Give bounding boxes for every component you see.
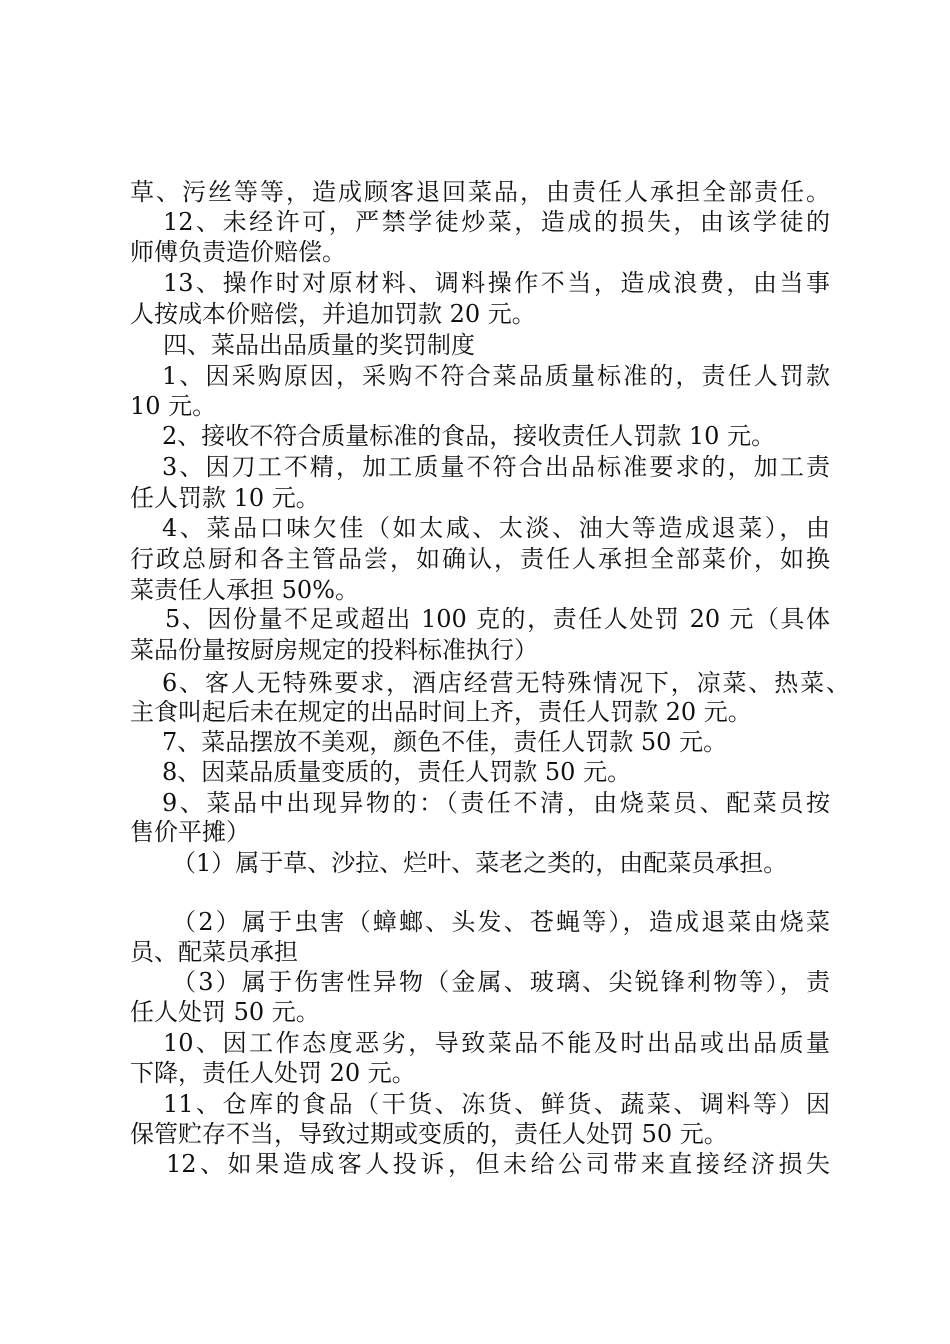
paragraph-line: 9、菜品中出现异物的：（责任不清，由烧菜员、配菜员按 <box>162 789 830 817</box>
paragraph-line: 保管贮存不当，导致过期或变质的，责任人处罚 50 元。 <box>130 1120 728 1148</box>
paragraph-line: （1）属于草、沙拉、烂叶、菜老之类的，由配菜员承担。 <box>172 849 788 877</box>
paragraph-line: 8、因菜品质量变质的，责任人罚款 50 元。 <box>162 758 632 786</box>
paragraph-line: 6、客人无特殊要求，酒店经营无特殊情况下，凉菜、热菜、 <box>162 669 850 697</box>
paragraph-line: 任人罚款 10 元。 <box>130 484 320 512</box>
paragraph-line: 5、因份量不足或超出 100 克的，责任人处罚 20 元（具体 <box>165 605 830 633</box>
paragraph-line: 1、因采购原因，采购不符合菜品质量标准的，责任人罚款 <box>162 362 830 390</box>
paragraph-line: 10、因工作态度恶劣，导致菜品不能及时出品或出品质量 <box>163 1029 830 1057</box>
paragraph-line: 人按成本价赔偿，并追加罚款 20 元。 <box>130 300 536 328</box>
paragraph-line: 员、配菜员承担 <box>130 938 298 966</box>
paragraph-line: 7、菜品摆放不美观，颜色不佳，责任人罚款 50 元。 <box>162 728 728 756</box>
paragraph-line: 11、仓库的食品（干货、冻货、鲜货、蔬菜、调料等）因 <box>163 1090 830 1118</box>
paragraph-line: （2）属于虫害（蟑螂、头发、苍蝇等），造成退菜由烧菜 <box>172 908 830 936</box>
paragraph-line: 2、接收不符合质量标准的食品，接收责任人罚款 10 元。 <box>162 422 776 450</box>
paragraph-line: （3）属于伤害性异物（金属、玻璃、尖锐锋利物等），责 <box>172 968 830 996</box>
paragraph-line: 13、操作时对原材料、调料操作不当，造成浪费，由当事 <box>163 269 830 297</box>
paragraph-line: 10 元。 <box>130 392 217 420</box>
paragraph-line: 下降，责任人处罚 20 元。 <box>130 1059 416 1087</box>
paragraph-line: 12、未经许可，严禁学徒炒菜，造成的损失，由该学徒的 <box>163 208 830 236</box>
paragraph-line: 任人处罚 50 元。 <box>130 998 320 1026</box>
paragraph-line: 菜品份量按厨房规定的投料标准执行） <box>130 636 538 664</box>
paragraph-line: 菜责任人承担 50%。 <box>130 576 359 604</box>
paragraph-line: 主食叫起后未在规定的出品时间上齐，责任人罚款 20 元。 <box>130 698 752 726</box>
section-heading: 四、菜品出品质量的奖罚制度 <box>163 331 475 359</box>
paragraph-line: 行政总厨和各主管品尝，如确认，责任人承担全部菜价，如换 <box>130 545 830 573</box>
paragraph-line: 3、因刀工不精，加工质量不符合出品标准要求的，加工责 <box>162 453 830 481</box>
paragraph-line: 草、污丝等等，造成顾客退回菜品，由责任人承担全部责任。 <box>130 178 830 206</box>
paragraph-line: 4、菜品口味欠佳（如太咸、太淡、油大等造成退菜），由 <box>162 514 830 542</box>
paragraph-line: 师傅负责造价赔偿。 <box>130 238 346 266</box>
paragraph-line: 售价平摊） <box>130 818 250 846</box>
paragraph-line: 12、如果造成客人投诉，但未给公司带来直接经济损失 <box>166 1150 830 1178</box>
